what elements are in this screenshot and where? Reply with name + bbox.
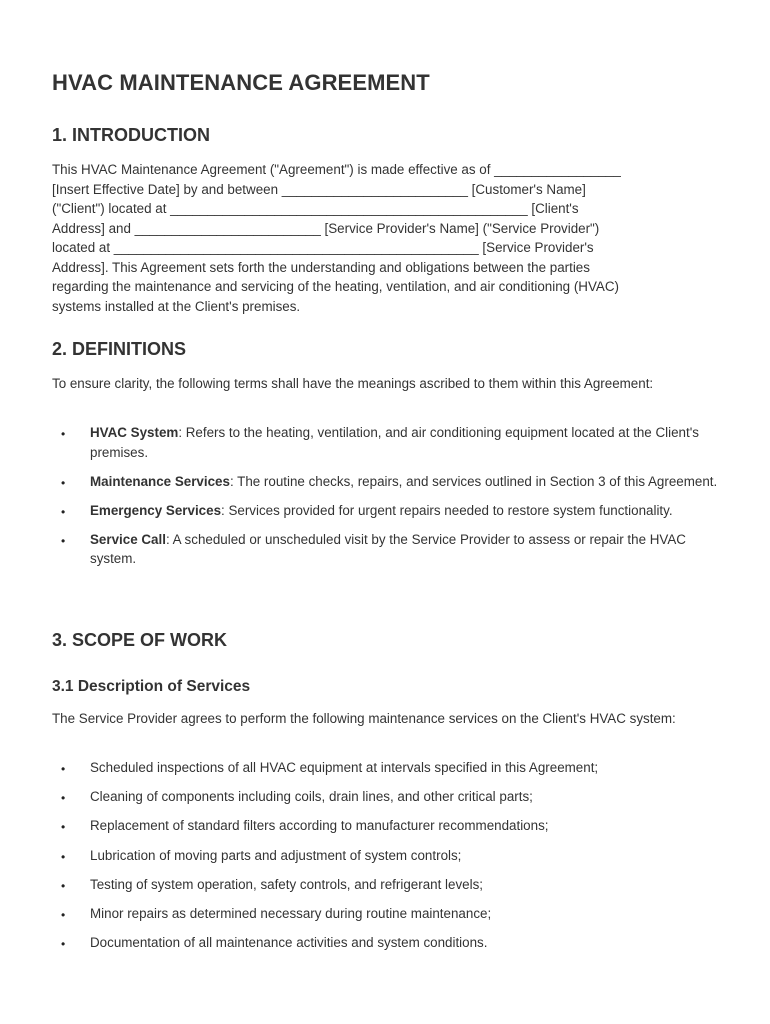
- bullet-icon: •: [61, 878, 66, 893]
- definition-text: : The routine checks, repairs, and services outlined in Section 3 of this Agreement.: [229, 473, 718, 489]
- document-title: HVAC MAINTENANCE AGREEMENT: [52, 70, 430, 95]
- definitions-intro: To ensure clarity, the following terms shall have the meanings ascribed to them within this Agreement:: [52, 376, 654, 391]
- introduction-line: ("Client") located at ________________________________________________ [Client's: [52, 201, 579, 216]
- bullet-icon: •: [61, 937, 66, 952]
- definition-term: Emergency Services: [90, 502, 222, 518]
- bullet-icon: •: [61, 791, 66, 806]
- bullet-icon: •: [61, 849, 66, 864]
- service-item: [52, 875, 720, 895]
- service-item: [52, 933, 720, 953]
- introduction-line: [Insert Effective Date] by and between _________________________ [Customer's Name]: [52, 181, 586, 197]
- bullet-icon: •: [61, 907, 66, 922]
- service-text: Scheduled inspections of all HVAC equipment at intervals specified in this Agreement;: [90, 760, 599, 775]
- introduction-line: This HVAC Maintenance Agreement ("Agreement") is made effective as of _________________: [52, 162, 621, 177]
- service-text: Documentation of all maintenance activities and system conditions.: [90, 935, 488, 951]
- services-list: [52, 758, 720, 962]
- introduction-paragraph: [52, 160, 714, 316]
- service-text: Cleaning of components including coils, drain lines, and other critical parts;: [90, 789, 533, 805]
- bullet-icon: •: [61, 762, 66, 776]
- introduction-line: Address]. This Agreement sets forth the understanding and obligations between the parties: [52, 259, 590, 275]
- bullet-icon: •: [61, 820, 66, 835]
- introduction-line: located at _________________________________________________ [Service Provider's: [52, 240, 594, 255]
- definition-text: : Refers to the heating, ventilation, and air conditioning equipment located at the Client's premises.: [90, 425, 699, 460]
- section-heading-definitions: 2. DEFINITIONS: [52, 339, 187, 359]
- service-text: Testing of system operation, safety controls, and refrigerant levels;: [90, 876, 483, 892]
- bullet-icon: •: [61, 475, 66, 490]
- service-item: [52, 846, 720, 866]
- services-intro: The Service Provider agrees to perform the following maintenance services on the Client's HVAC system:: [52, 711, 676, 726]
- service-item: [52, 816, 720, 836]
- service-item: [52, 787, 720, 807]
- service-item: [52, 758, 720, 778]
- bullet-icon: •: [61, 504, 66, 519]
- service-item: [52, 904, 720, 924]
- service-text: Minor repairs as determined necessary during routine maintenance;: [90, 905, 492, 921]
- definition-item: [52, 530, 720, 569]
- introduction-line: systems installed at the Client's premises.: [52, 298, 301, 314]
- definition-term: HVAC System: [90, 425, 179, 440]
- definition-item: [52, 501, 720, 521]
- bullet-icon: •: [61, 533, 66, 548]
- definition-item: [52, 472, 720, 492]
- definition-item: [52, 423, 720, 462]
- introduction-line: Address] and _________________________ [Service Provider's Name] ("Service Provider"): [52, 220, 600, 236]
- bullet-icon: •: [61, 427, 66, 441]
- section-heading-scope-of-work: 3. SCOPE OF WORK: [52, 630, 228, 650]
- definition-term: Maintenance Services: [90, 473, 230, 489]
- definitions-list: [52, 423, 720, 578]
- definition-term: Service Call: [90, 531, 166, 547]
- service-text: Lubrication of moving parts and adjustment of system controls;: [90, 847, 462, 863]
- definition-text: : Services provided for urgent repairs needed to restore system functionality.: [221, 502, 673, 518]
- introduction-line: regarding the maintenance and servicing of the heating, ventilation, and air conditioning (HVAC): [52, 279, 619, 294]
- definition-text: : A scheduled or unscheduled visit by the Service Provider to assess or repair the HVAC system.: [90, 531, 686, 566]
- subsection-heading-description-of-services: 3.1 Description of Services: [52, 678, 251, 695]
- section-heading-introduction: 1. INTRODUCTION: [52, 125, 211, 145]
- service-text: Replacement of standard filters according to manufacturer recommendations;: [90, 818, 549, 834]
